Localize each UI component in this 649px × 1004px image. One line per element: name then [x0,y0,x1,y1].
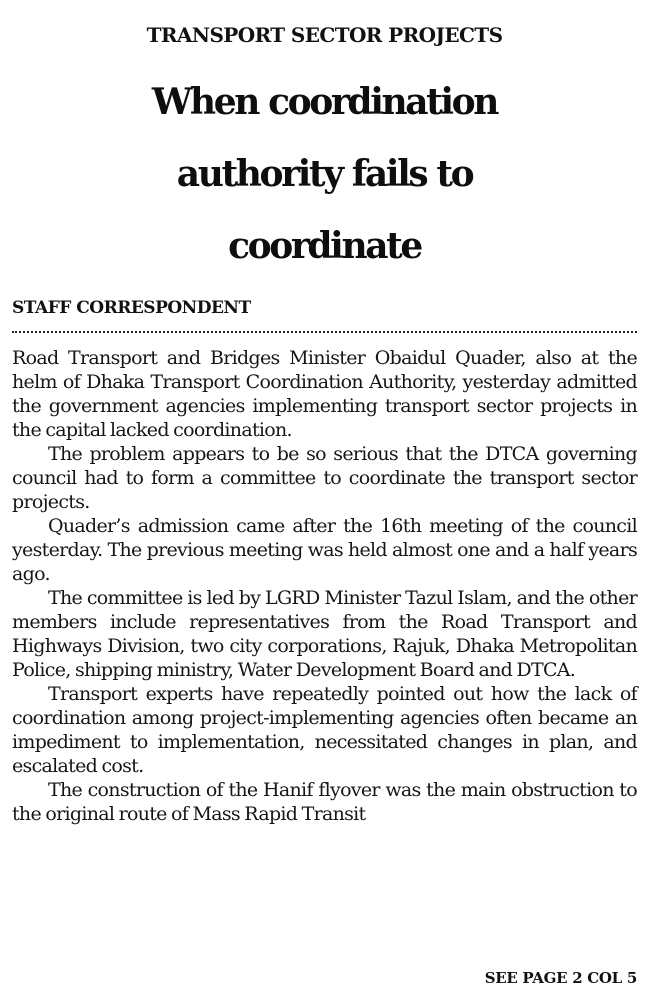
article-paragraph: The problem appears to be so serious that the DTCA governing council had to form a committee to coordinate the transport sector projects. [12,443,637,513]
continuation-jump: SEE PAGE 2 COL 5 [484,969,637,987]
headline [0,66,649,282]
article-paragraph: The construction of the Hanif flyover was the main obstruction to the original route of Mass Rapid Transit [12,779,637,825]
article-paragraph: Road Transport and Bridges Minister Obaidul Quader, also at the helm of Dhaka Transport Coordination Authority, yesterday admitted the government agencies implementing transport sector projects in the capital lacked coordination. [12,347,637,441]
kicker: TRANSPORT SECTOR PROJECTS [146,23,503,47]
article-paragraph: The committee is led by LGRD Minister Tazul Islam, and the other members include representatives from the Road Transport and Highways Division, two city corporations, Rajuk, Dhaka Metropolitan Police, shipping ministry, Water Development Board and DTCA. [12,587,637,681]
byline: STAFF CORRESPONDENT [12,298,251,318]
article-paragraph: Transport experts have repeatedly pointed out how the lack of coordination among project-implementing agencies often became an impediment to implementation, necessitated changes in plan, and escalated cost. [12,683,637,777]
article-body [12,346,637,826]
dotted-divider [12,331,637,333]
headline-line: authority fails to [176,153,473,195]
headline-line: When coordination [151,81,498,123]
headline-line: coordinate [228,225,421,267]
article-paragraph: Quader’s admission came after the 16th meeting of the council yesterday. The previous meeting was held almost one and a half years ago. [12,515,637,585]
